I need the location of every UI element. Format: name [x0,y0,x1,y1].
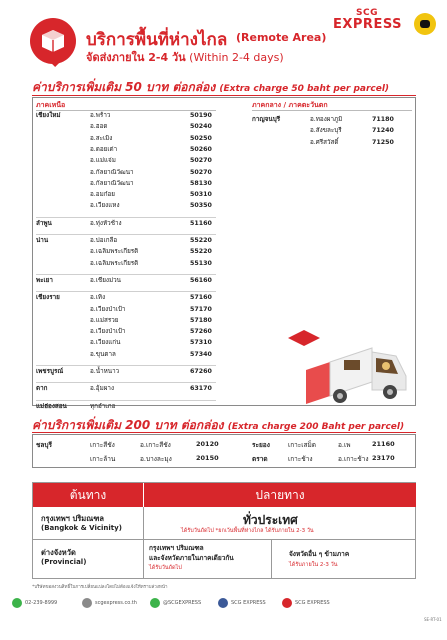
province-name: ลำพูน [36,219,52,227]
brand-express: EXPRESS [333,17,402,32]
page-title: บริการพื้นที่ห่างไกล [86,30,228,50]
province-name: กาญจนบุรี [252,116,281,123]
district-name: อ.เวียงป่าเป้า [90,328,126,336]
line-icon [150,598,160,608]
row-divider [36,365,216,366]
footer-email: scgexpress.co.th [82,598,137,608]
postal-code: 63170 [190,385,212,393]
region-central-underline [252,110,412,111]
district-name: อ.เพ [338,441,351,449]
district-name: อ.ดอยเต่า [90,145,118,153]
delivery-time-table [32,482,416,579]
district-name: อ.อุ้มผาง [90,385,115,393]
district-name: อ.เกาะช้าง [338,455,369,463]
postal-code: 58130 [190,179,212,187]
scg-logo-icon [282,598,292,608]
district-name: อ.เฉลิมพระเกียรติ [90,248,139,256]
region-north-underline [36,110,216,111]
postal-code: 21160 [372,440,395,448]
postal-code: 50270 [190,157,212,165]
postal-code: 57170 [190,305,212,313]
district-name: อ.ทุ่งหัวช้าง [90,219,122,227]
district-name: อ.สังขละบุรี [310,127,342,135]
footer-line: @SCGEXPRESS [150,598,201,608]
region-central-label: ภาคกลาง / ภาคตะวันตก [252,101,328,109]
section200-title: ค่าบริการเพิ่มเติม 200 บาท ต่อกล่อง (Extra charge 200 Baht per parcel) [32,418,405,432]
postal-code: 57310 [190,339,212,347]
postal-code: 55220 [190,248,212,256]
province-name: เชียงราย [36,294,60,302]
mail-icon [82,598,92,608]
r1-dest-note: ได้รับวันถัดไป *ยกเว้นพื้นที่ห่างไกล ได้รับภายใน 2-3 วัน [181,528,314,534]
r1-origin-th: กรุงเทพฯ ปริมณฑล [41,514,105,523]
postal-code: 71250 [372,138,394,146]
footnote: *บริษัทขอสงวนสิทธิ์ในการเปลี่ยนแปลงโดยไม่ต้องแจ้งให้ทราบล่วงหน้า [32,585,168,590]
province-name: ชลบุรี [36,441,53,449]
region-north-label: ภาคเหนือ [36,101,66,109]
delivery-truck-illustration [286,330,414,406]
province-name: ตาก [36,385,48,393]
island-name: เกาะช้าง [288,455,313,463]
province-name: เพชรบูรณ์ [36,368,64,375]
facebook-icon [218,598,228,608]
section200-rule [32,432,416,433]
district-name: อ.เวียงแหง [90,202,120,210]
postal-code: 50240 [190,123,212,131]
postal-code: 67260 [190,368,212,375]
row-divider [36,400,216,401]
postal-code: 71180 [372,116,394,123]
district-name: อ.สะเมิง [90,134,113,142]
box-icon [39,27,67,55]
r1-origin-en: (Bangkok & Vicinity) [41,524,122,532]
row-divider [36,234,216,235]
page-subtitle: จัดส่งภายใน 2-4 วัน (Within 2-4 days) [86,51,284,64]
postal-code: 71240 [372,127,394,135]
row-divider [36,291,216,292]
district-name: อ.ฮอด [90,123,108,131]
postal-code: 55220 [190,237,212,244]
district-name: อ.เฉลิมพระเกียรติ [90,259,139,267]
district-name: อ.อมก๋อย [90,191,115,199]
section50-title: ค่าบริการเพิ่มเติม 50 บาท ต่อกล่อง (Extra charge 50 baht per parcel) [32,80,390,94]
r2-origin-en: (Provincial) [41,558,87,566]
district-name: อ.เวียงแก่น [90,339,121,347]
province-name: เชียงใหม่ [36,112,61,119]
province-name: น่าน [36,237,49,244]
row-divider [36,274,216,275]
row-divider [36,217,216,218]
postal-code: 23170 [372,454,395,462]
district-name: อ.กัลยาณิวัฒนา [90,168,134,176]
postal-code: 57160 [190,294,212,302]
postal-code: 50310 [190,191,212,199]
postal-code: 56160 [190,276,212,284]
postal-code: 50350 [190,202,212,210]
page-title-en: (Remote Area) [236,31,327,44]
postal-code: 20150 [196,454,219,462]
island-name: เกาะล้าน [90,455,116,463]
origin-header: ต้นทาง [33,483,143,507]
document-code: SE-RT-01 [424,617,442,622]
row-divider [36,382,216,383]
brand-scg: SCG [356,8,378,18]
r1-dest-title: ทั่วประเทศ [243,513,298,527]
black-cat-logo-icon [414,13,436,35]
footer-web: SCG EXPRESS [282,598,330,608]
r2-dest-a-note: ได้รับวันถัดไป [149,565,182,571]
district-name: อ.ขุนตาล [90,350,116,358]
footer-facebook: SCG EXPRESS [218,598,266,608]
postal-code: 57340 [190,350,212,358]
table-divider [33,539,415,540]
district-name: อ.พร้าว [90,112,111,119]
postal-code: 57180 [190,316,212,324]
section50-rule [32,95,416,96]
province-name: แม่ฮ่องสอน [36,402,67,410]
district-name: อ.แม่สรวย [90,316,119,324]
footer-phone: 02-239-8999 [12,598,57,608]
r2-origin-th: ต่างจังหวัด [41,548,76,557]
district-name: อ.บ่อเกลือ [90,237,118,244]
district-name: อ.แม่แจ่ม [90,157,116,165]
table-divider [143,507,144,579]
district-name: อ.เทิง [90,294,106,302]
location-pin-icon [30,18,76,64]
postal-code: 50270 [190,168,212,176]
province-name: ตราด [252,455,268,463]
r2-dest-b-note: ได้รับภายใน 2-3 วัน [289,562,338,568]
district-name: อ.ทองผาภูมิ [310,116,343,123]
footer [0,598,447,616]
district-name: อ.น้ำหนาว [90,368,120,375]
district-name: อ.ศรีสวัสดิ์ [310,138,339,146]
postal-code: 55130 [190,259,212,267]
district-name: อ.บางละมุง [140,455,172,463]
r2-dest-a-title2: และจังหวัดภายในภาคเดียวกัน [149,554,234,562]
postal-code: 50250 [190,134,212,142]
island-name: เกาะสีชัง [90,441,115,449]
district-name: อ.เกาะสีชัง [140,441,171,449]
destination-header: ปลายทาง [144,483,416,507]
phone-icon [12,598,22,608]
postal-code: 20120 [196,440,219,448]
postal-code: 50190 [190,112,212,119]
postal-code: 57260 [190,328,212,336]
district-name: ทุกอำเภอ [90,402,116,410]
r2-dest-b-title: จังหวัดอื่น ๆ ข้ามภาค [289,550,350,558]
province-name: ระยอง [252,441,270,449]
postal-code: 50260 [190,145,212,153]
island-name: เกาะเสม็ด [288,441,316,449]
province-name: พะเยา [36,276,53,284]
postal-code: 51160 [190,219,212,227]
table-divider [271,539,272,579]
district-name: อ.กัลยาณิวัฒนา [90,179,134,187]
district-name: อ.เวียงป่าเป้า [90,305,126,313]
r2-dest-a-title: กรุงเทพฯ ปริมณฑล [149,544,204,552]
district-name: อ.เชียงม่วน [90,276,121,284]
